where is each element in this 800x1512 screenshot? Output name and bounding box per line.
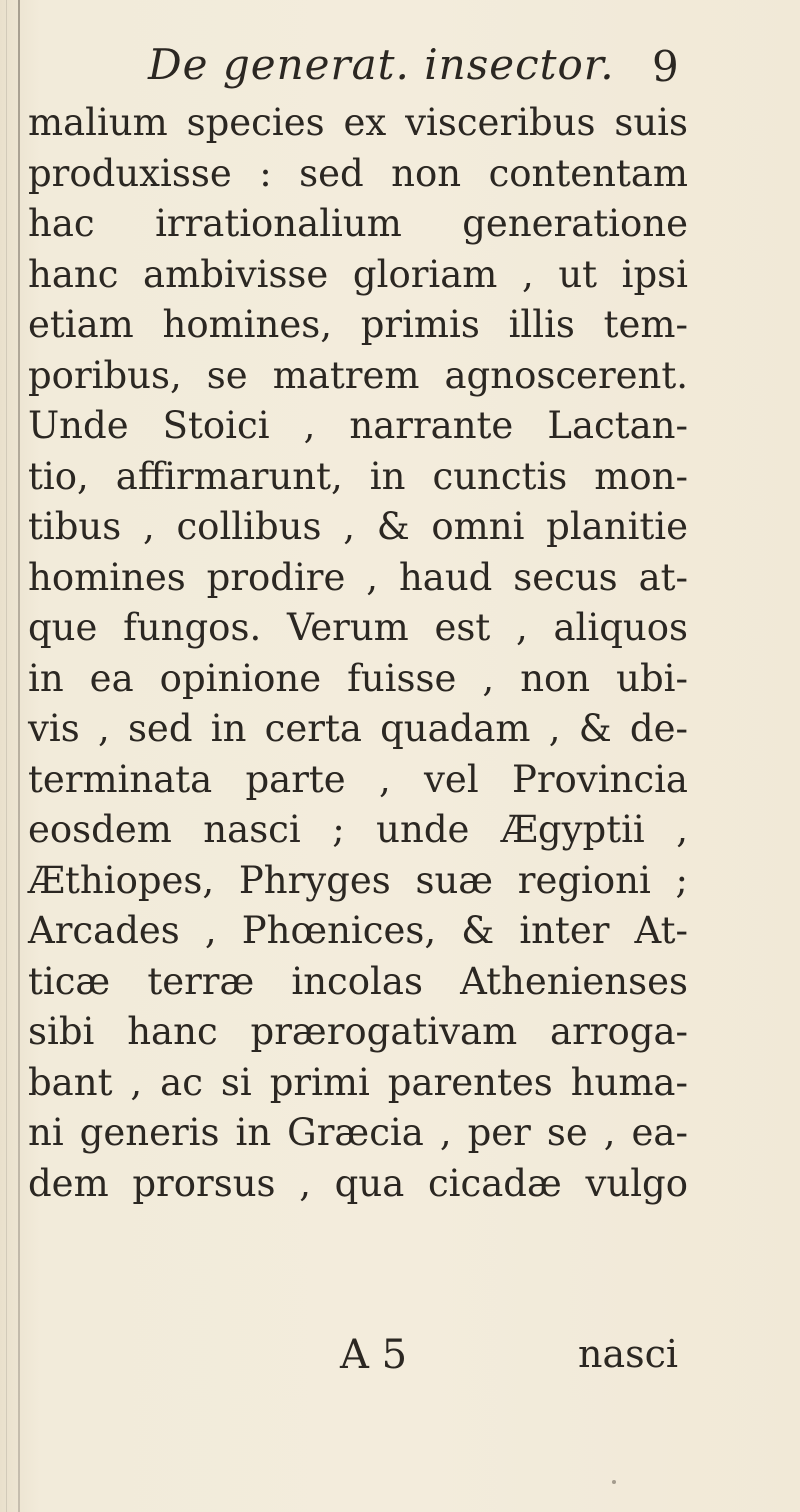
text-line: terminata parte , vel Provincia [28, 757, 688, 801]
text-line: poribus, se matrem agnoscerent. [28, 353, 688, 397]
text-line: eosdem nasci ; unde Ægyptii , [28, 808, 688, 851]
gutter-shadow [18, 0, 20, 1512]
text-line: ni generis in Græcia , per se , ea- [28, 1111, 688, 1154]
signature-mark: A 5 [340, 1332, 408, 1378]
text-line: Arcades , Phœnices, & inter At- [28, 909, 688, 952]
text-line: etiam homines, primis illis tem- [28, 303, 688, 346]
text-line: bant , ac si primi parentes huma- [28, 1060, 688, 1104]
body-text [28, 98, 688, 1209]
page-number: 9 [652, 42, 679, 91]
text-line: ticæ terræ incolas Athenienses [28, 959, 688, 1003]
text-line: dem prorsus , qua cicadæ vulgo [28, 1161, 688, 1205]
text-line: tio, affirmarunt, in cunctis mon- [28, 454, 688, 498]
text-line: vis , sed in certa quadam , & de- [28, 707, 688, 750]
text-line: produxisse : sed non contentam [28, 151, 688, 195]
text-line: in ea opinione fuisse , non ubi- [28, 656, 688, 700]
text-line: tibus , collibus , & omni planitie [28, 505, 688, 548]
catchword: nasci [578, 1332, 679, 1376]
text-line: hanc ambivisse gloriam , ut ipsi [28, 252, 688, 296]
paper-speck [612, 1480, 616, 1484]
text-line: malium species ex visceribus suis [28, 101, 688, 144]
text-line: Æthiopes, Phryges suæ regioni ; [28, 858, 688, 902]
text-line: homines prodire , haud secus at- [28, 555, 688, 599]
text-line: que fungos. Verum est , aliquos [28, 606, 688, 649]
page-header [0, 40, 800, 100]
running-title: De generat. insector. [148, 40, 615, 89]
text-line: hac irrationalium generatione [28, 202, 688, 245]
page-footer [0, 1332, 800, 1382]
text-line: Unde Stoici , narrante Lactan- [28, 404, 688, 447]
text-line: sibi hanc prærogativam arroga- [28, 1010, 688, 1053]
binding-edge [6, 0, 7, 1512]
